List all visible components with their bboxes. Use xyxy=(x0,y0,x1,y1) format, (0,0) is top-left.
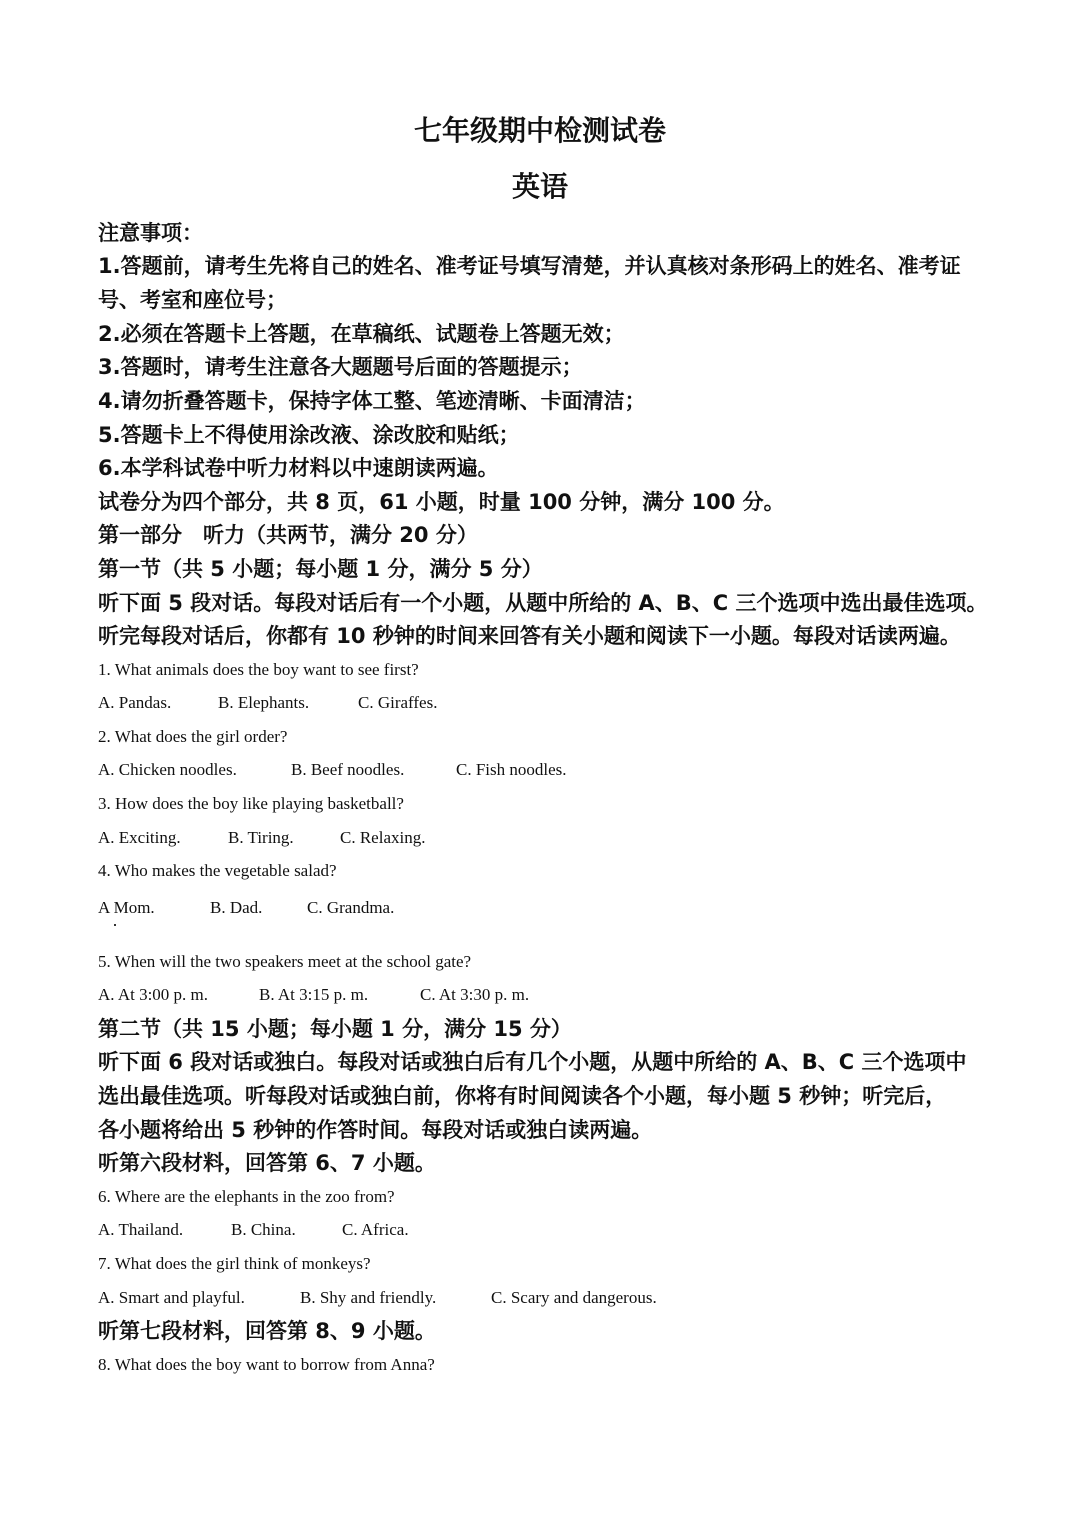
question-2-options xyxy=(98,758,567,782)
question-1: 1. What animals does the boy want to see first? xyxy=(98,660,419,679)
section1-instruction-1: 听下面 5 段对话。每段对话后有一个小题，从题中所给的 A、B、C 三个选项中选出最佳选项。 xyxy=(98,591,988,615)
notice-item-3: 3.答题时，请考生注意各大题题号后面的答题提示； xyxy=(98,355,583,379)
question-3: 3. How does the boy like playing basketball? xyxy=(98,794,404,813)
notice-item-2: 2.必须在答题卡上答题，在草稿纸、试题卷上答题无效； xyxy=(98,322,625,346)
question-8: 8. What does the boy want to borrow from Anna? xyxy=(98,1355,435,1374)
section2-instruction-2: 选出最佳选项。听每段对话或独白前，你将有时间阅读各个小题，每小题 5 秒钟；听完后， xyxy=(98,1084,947,1108)
material-7-heading: 听第七段材料，回答第 8、9 小题。 xyxy=(98,1319,436,1343)
question-2: 2. What does the girl order? xyxy=(98,727,288,746)
question-6: 6. Where are the elephants in the zoo from? xyxy=(98,1187,395,1206)
option-c: C. Scary and dangerous. xyxy=(491,1288,657,1307)
option-a: A. Chicken noodles. xyxy=(98,760,237,779)
option-a: A Mom. xyxy=(98,898,155,917)
option-c: C. Relaxing. xyxy=(340,828,426,847)
option-b: B. Dad. xyxy=(210,898,263,917)
subject-title: 英语 xyxy=(511,170,568,203)
exam-summary: 试卷分为四个部分，共 8 页，61 小题，时量 100 分钟，满分 100 分。 xyxy=(98,490,785,514)
option-a: A. Thailand. xyxy=(98,1220,184,1239)
section2-heading: 第二节（共 15 小题；每小题 1 分，满分 15 分） xyxy=(98,1017,572,1041)
option-a: A. At 3:00 p. m. xyxy=(98,985,209,1004)
question-1-options xyxy=(98,691,437,715)
option-c: C. Giraffes. xyxy=(358,693,438,712)
option-b: B. China. xyxy=(231,1220,296,1239)
question-3-options xyxy=(98,826,425,850)
material-6-heading: 听第六段材料，回答第 6、7 小题。 xyxy=(98,1151,436,1175)
stray-dot xyxy=(114,924,116,926)
option-c: C. Fish noodles. xyxy=(456,760,567,779)
option-c: C. At 3:30 p. m. xyxy=(420,985,530,1004)
section1-instruction-2: 听完每段对话后，你都有 10 秒钟的时间来回答有关小题和阅读下一小题。每段对话读两遍。 xyxy=(98,624,961,648)
question-7: 7. What does the girl think of monkeys? xyxy=(98,1254,371,1273)
question-5-options xyxy=(98,983,529,1007)
option-c: C. Grandma. xyxy=(307,898,395,917)
option-b: B. Beef noodles. xyxy=(291,760,405,779)
notice-item-1: 1.答题前，请考生先将自己的姓名、准考证号填写清楚，并认真核对条形码上的姓名、准考证 xyxy=(98,254,961,278)
option-b: B. Tiring. xyxy=(228,828,294,847)
question-4: 4. Who makes the vegetable salad? xyxy=(98,861,337,880)
notice-item-5: 5.答题卡上不得使用涂改液、涂改胶和贴纸； xyxy=(98,423,520,447)
section2-instruction-1: 听下面 6 段对话或独白。每段对话或独白后有几个小题，从题中所给的 A、B、C 三个选项中 xyxy=(98,1050,967,1074)
option-b: B. Elephants. xyxy=(218,693,310,712)
exam-title: 七年级期中检测试卷 xyxy=(413,114,666,147)
notice-heading: 注意事项： xyxy=(98,221,203,245)
option-a: A. Pandas. xyxy=(98,693,172,712)
option-c: C. Africa. xyxy=(342,1220,409,1239)
option-a: A. Exciting. xyxy=(98,828,181,847)
question-5: 5. When will the two speakers meet at the school gate? xyxy=(98,952,472,971)
question-6-options xyxy=(98,1218,409,1242)
option-b: B. At 3:15 p. m. xyxy=(259,985,369,1004)
notice-item-6: 6.本学科试卷中听力材料以中速朗读两遍。 xyxy=(98,456,499,480)
question-7-options xyxy=(98,1286,657,1310)
option-a: A. Smart and playful. xyxy=(98,1288,245,1307)
question-4-options xyxy=(98,896,394,920)
option-b: B. Shy and friendly. xyxy=(300,1288,437,1307)
notice-item-4: 4.请勿折叠答题卡，保持字体工整、笔迹清晰、卡面清洁； xyxy=(98,389,646,413)
part1-heading: 第一部分 听力（共两节，满分 20 分） xyxy=(98,523,478,547)
section1-heading: 第一节（共 5 小题；每小题 1 分，满分 5 分） xyxy=(98,557,543,581)
notice-item-1-cont: 号、考室和座位号； xyxy=(98,288,287,312)
section2-instruction-3: 各小题将给出 5 秒钟的作答时间。每段对话或独白读两遍。 xyxy=(98,1118,653,1142)
